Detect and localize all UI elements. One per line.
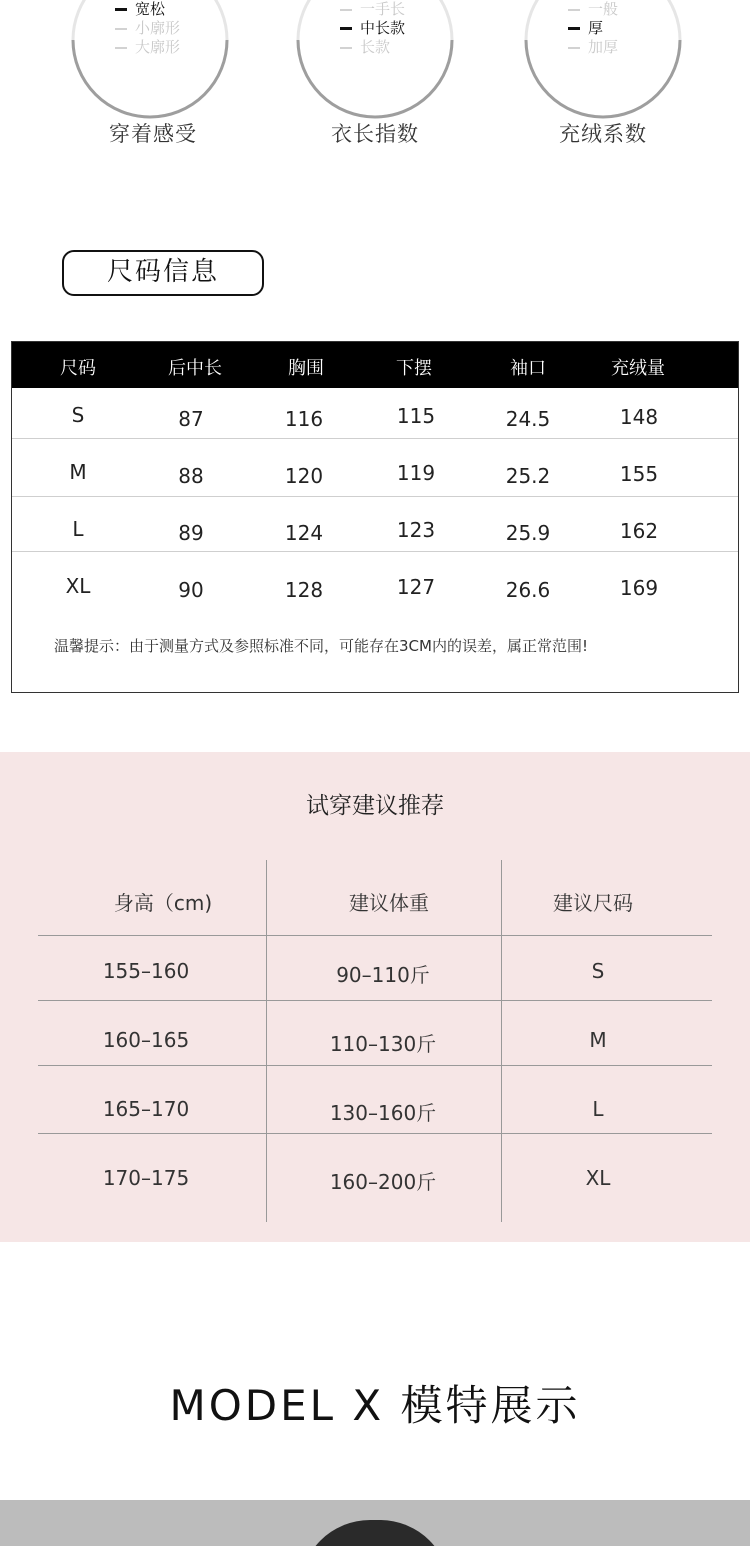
gauge-label-fit-feel: 穿着感受	[109, 122, 197, 146]
row-divider	[12, 551, 738, 552]
table-cell: 87	[178, 407, 204, 431]
gauge-option: 大廓形	[115, 38, 180, 57]
row-divider	[38, 1000, 712, 1001]
table-cell: S	[71, 403, 85, 427]
header-cell: 后中长	[168, 358, 222, 379]
table-cell: 88	[178, 464, 204, 488]
fit-header-cell: 建议尺码	[553, 891, 633, 915]
row-divider	[12, 496, 738, 497]
table-cell: 90	[178, 578, 204, 602]
column-divider	[501, 860, 502, 1222]
gauge-length-index	[295, 0, 455, 120]
table-row	[12, 388, 738, 445]
table-cell: 155	[619, 462, 659, 486]
header-cell: 充绒量	[611, 358, 665, 379]
fit-recommendation-title: 试穿建议推荐	[306, 793, 444, 819]
gauge-option: 小廓形	[115, 19, 180, 38]
row-divider	[38, 1065, 712, 1066]
table-cell: 120	[284, 464, 324, 488]
table-cell: 25.9	[505, 521, 551, 545]
table-cell: 128	[284, 578, 324, 602]
table-cell: 162	[619, 519, 659, 543]
fit-header-cell: 建议体重	[349, 891, 429, 915]
fit-cell: 165–170	[102, 1097, 190, 1121]
gauge-option: 中长款	[340, 19, 405, 38]
row-divider	[38, 935, 712, 936]
row-divider	[38, 1133, 712, 1134]
row-divider	[12, 438, 738, 439]
column-divider	[266, 860, 267, 1222]
table-cell: 124	[284, 521, 324, 545]
gauge-option: 一手长	[340, 0, 405, 19]
table-cell: 89	[178, 521, 204, 545]
table-cell: 24.5	[505, 407, 551, 431]
measurement-note: 温馨提示：由于测量方式及参照标准不同，可能存在3CM内的误差，属正常范围!	[54, 637, 588, 655]
gauge-options	[568, 0, 618, 57]
table-cell: 169	[619, 576, 659, 600]
gauge-fit-feel	[70, 0, 230, 120]
table-row	[12, 445, 738, 502]
gauge-option: 长款	[340, 38, 405, 57]
table-cell: L	[72, 517, 84, 541]
header-cell: 胸围	[288, 358, 324, 379]
gauge-option: 厚	[568, 19, 618, 38]
table-cell: 116	[284, 407, 324, 431]
table-cell: XL	[65, 574, 91, 598]
fit-cell: 110–130斤	[329, 1032, 437, 1056]
gauge-option: 一般	[568, 0, 618, 19]
model-showcase-title: MODEL X 模特展示	[169, 1381, 581, 1430]
table-cell: 119	[396, 461, 436, 485]
fit-cell: L	[592, 1097, 604, 1121]
fit-cell: 160–165	[102, 1028, 190, 1052]
header-cell: 下摆	[396, 358, 432, 379]
table-cell: 25.2	[505, 464, 551, 488]
gauge-label-down-filling: 充绒系数	[559, 122, 647, 146]
fit-cell: 155–160	[102, 959, 190, 983]
table-cell: 115	[396, 404, 436, 428]
model-photo	[0, 1500, 750, 1546]
size-info-title: 尺码信息	[62, 250, 264, 296]
fit-header-cell: 身高（cm)	[113, 891, 213, 915]
fit-cell: XL	[585, 1166, 611, 1190]
fit-cell: 170–175	[102, 1166, 190, 1190]
table-cell: 127	[396, 575, 436, 599]
fit-cell: 130–160斤	[329, 1101, 437, 1125]
header-cell: 袖口	[510, 358, 546, 379]
gauge-label-length-index: 衣长指数	[331, 122, 419, 146]
fit-table	[38, 860, 712, 1222]
gauge-option: 加厚	[568, 38, 618, 57]
gauge-option: 宽松	[115, 0, 180, 19]
table-cell: 26.6	[505, 578, 551, 602]
model-hair-shape	[300, 1520, 450, 1546]
fit-cell: 90–110斤	[336, 963, 430, 987]
gauge-options	[115, 0, 180, 57]
fit-cell: S	[591, 959, 605, 983]
fit-recommendation-section	[0, 752, 750, 1242]
table-cell: 148	[619, 405, 659, 429]
gauge-down-filling	[523, 0, 683, 120]
header-cell: 尺码	[60, 358, 96, 379]
gauge-options	[340, 0, 405, 57]
table-cell: 123	[396, 518, 436, 542]
size-table-header	[12, 342, 738, 388]
fit-cell: 160–200斤	[329, 1170, 437, 1194]
table-cell: M	[69, 460, 87, 484]
table-row	[12, 559, 738, 616]
size-table	[11, 341, 739, 693]
fit-cell: M	[589, 1028, 607, 1052]
